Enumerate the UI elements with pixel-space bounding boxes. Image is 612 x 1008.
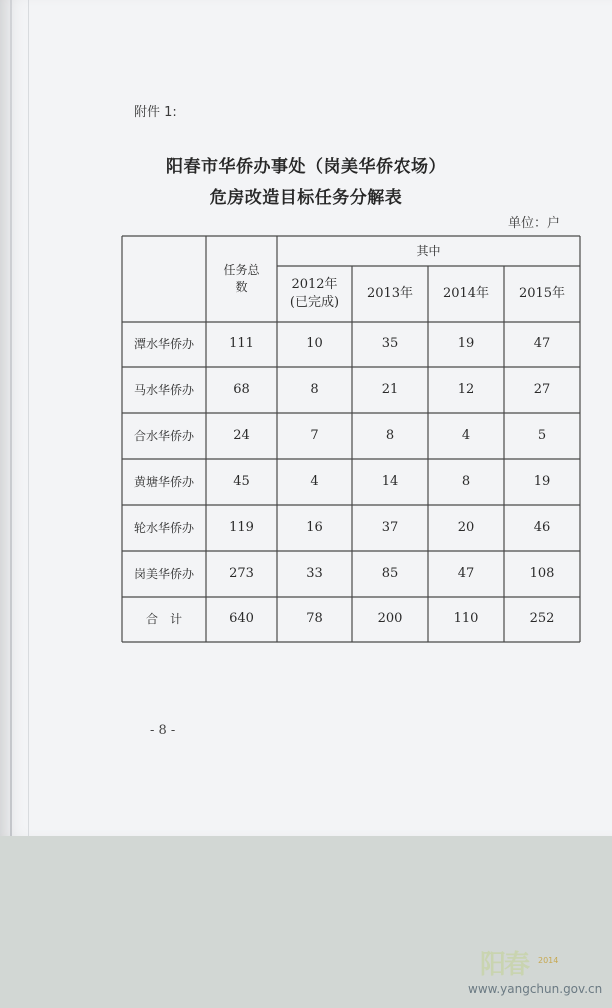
page-number: - 8 - xyxy=(150,723,176,738)
site-watermark xyxy=(468,944,608,1000)
row-total: 640 xyxy=(229,611,254,627)
row-name: 马水华侨办 xyxy=(133,382,194,397)
watermark-year: 2014 xyxy=(538,956,559,965)
row-y2015: 108 xyxy=(529,565,555,581)
row-y2014: 110 xyxy=(453,611,479,627)
row-total: 119 xyxy=(229,519,254,535)
row-y2013: 37 xyxy=(381,519,399,535)
header-year-0: 2012年(已完成) xyxy=(289,276,340,310)
row-y2012: 4 xyxy=(310,473,319,489)
row-y2014: 19 xyxy=(457,336,475,352)
unit-label: 单位：户 xyxy=(508,216,561,231)
row-y2015: 27 xyxy=(533,381,551,397)
row-y2014: 8 xyxy=(461,473,471,489)
row-y2012: 10 xyxy=(306,336,323,352)
watermark-logo: 阳春 xyxy=(480,950,529,980)
row-y2013: 21 xyxy=(381,381,399,397)
header-of-which: 其中 xyxy=(416,243,441,258)
row-y2012: 8 xyxy=(310,381,319,397)
row-y2015: 19 xyxy=(533,473,551,489)
row-y2012: 78 xyxy=(306,611,323,627)
row-y2014: 4 xyxy=(461,427,471,443)
row-total: 111 xyxy=(229,336,254,352)
row-y2012: 16 xyxy=(306,519,323,535)
row-y2015: 252 xyxy=(529,611,555,627)
row-y2013: 14 xyxy=(381,473,399,489)
header-total: 任务总数 xyxy=(223,263,260,294)
row-total: 24 xyxy=(233,427,250,443)
row-name: 黄塘华侨办 xyxy=(133,474,194,489)
row-total: 68 xyxy=(233,381,250,397)
title-line-1: 阳春市华侨办事处（岗美华侨农场） xyxy=(166,157,446,177)
row-name: 轮水华侨办 xyxy=(133,520,194,535)
watermark-url: www.yangchun.gov.cn xyxy=(468,982,603,996)
row-y2012: 33 xyxy=(306,565,323,581)
row-name: 岗美华侨办 xyxy=(133,566,194,581)
row-y2015: 46 xyxy=(533,519,551,535)
row-y2015: 47 xyxy=(533,336,551,352)
row-name: 潭水华侨办 xyxy=(133,337,194,352)
row-y2015: 5 xyxy=(537,427,547,443)
row-y2013: 8 xyxy=(385,427,395,443)
attachment-label: 附件 1: xyxy=(134,105,177,120)
row-y2014: 20 xyxy=(457,519,475,535)
row-total: 45 xyxy=(233,473,250,489)
row-name: 合 计 xyxy=(145,612,182,627)
row-y2013: 85 xyxy=(381,565,399,581)
row-y2013: 35 xyxy=(381,336,399,352)
row-y2014: 12 xyxy=(457,381,475,397)
row-y2013: 200 xyxy=(377,611,403,627)
row-y2014: 47 xyxy=(457,565,475,581)
header-year-2: 2014年 xyxy=(442,285,490,301)
header-year-3: 2015年 xyxy=(518,285,566,301)
row-name: 合水华侨办 xyxy=(133,428,194,443)
row-y2012: 7 xyxy=(310,427,319,443)
row-total: 273 xyxy=(229,565,254,581)
title-line-2: 危房改造目标任务分解表 xyxy=(209,188,403,208)
header-year-1: 2013年 xyxy=(366,285,414,301)
